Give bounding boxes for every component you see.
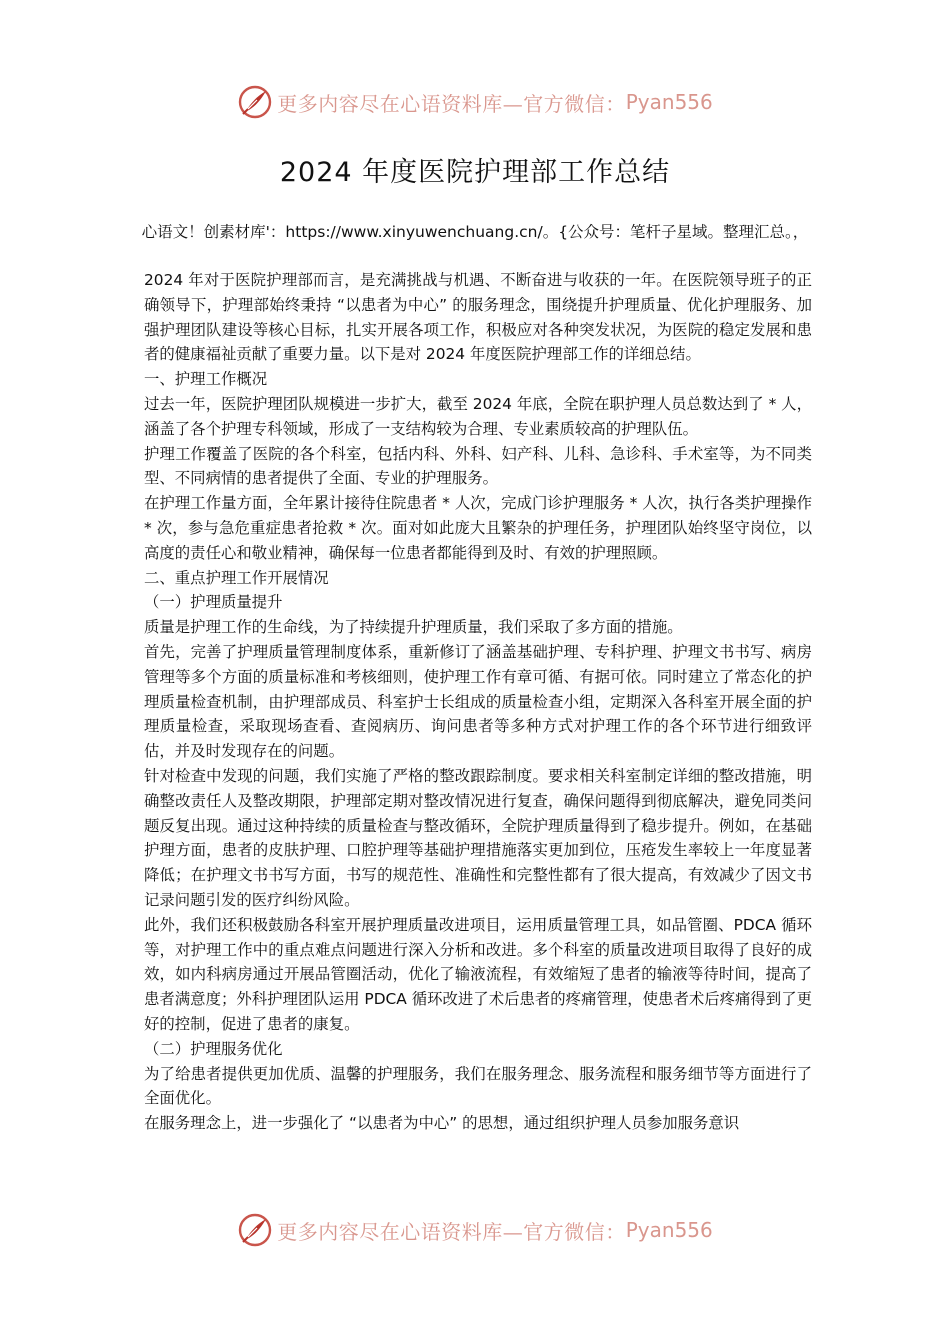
document-title: 2024 年度医院护理部工作总结	[279, 157, 671, 188]
section-heading: 二、重点护理工作开展情况	[144, 568, 329, 587]
body-paragraph: 针对检查中发现的问题，我们实施了严格的整改跟踪制度。要求相关科室制定详细的整改措施，明确整改责任人及整改期限，护理部定期对整改情况进行复查，确保问题得到彻底解决，避免同类问题反复出现。通过这种持续的质量检查与整改循环，全院护理质量得到了稳步提升。例如，在基础护理方面，患者的皮肤护理、口腔护理等基础护理措施落实更加到位，压疮发生率较上一年度显著降低；在护理文书书写方面，书写的规范性、准确性和完整性都有了很大提高，有效减少了因文书记录问题引发的医疗纠纷风险。	[144, 766, 812, 909]
source-line: 心语文！创素材库'：https://www.xinyuwenchuang.cn/。{公众号：笔杆子星域。整理汇总。，	[141, 223, 809, 241]
body-paragraph: 在服务理念上，进一步强化了 “以患者为中心” 的思想，通过组织护理人员参加服务意识	[144, 1114, 740, 1133]
footer-banner	[0, 1208, 950, 1252]
quill-logo-icon	[237, 84, 273, 120]
section-heading: 一、护理工作概况	[144, 370, 268, 389]
document-body	[144, 268, 812, 1136]
body-paragraph: 为了给患者提供更加优质、温馨的护理服务，我们在服务理念、服务流程和服务细节等方面进行了全面优化。	[144, 1064, 812, 1108]
body-paragraph: 在护理工作量方面，全年累计接待住院患者 * 人次，完成门诊护理服务 * 人次，执行各类护理操作 * 次，参与急危重症患者抢救 * 次。面对如此庞大且繁杂的护理任务，护理团队始终坚守岗位，以高度的责任心和敬业精神，确保每一位患者都能得到及时、有效的护理照顾。	[144, 494, 812, 562]
banner-wechat-id: Pyan556	[625, 90, 713, 114]
quill-logo-icon	[237, 1212, 273, 1248]
header-banner	[0, 80, 950, 124]
body-paragraph: 此外，我们还积极鼓励各科室开展护理质量改进项目，运用质量管理工具，如品管圈、PDCA 循环等，对护理工作中的重点难点问题进行深入分析和改进。多个科室的质量改进项目取得了良好的成效，如内科病房通过开展品管圈活动，优化了输液流程，有效缩短了患者的输液等待时间，提高了患者满意度；外科护理团队运用 PDCA 循环改进了术后患者的疼痛管理，使患者术后疼痛得到了更好的控制，促进了患者的康复。	[144, 915, 812, 1033]
banner-text: 更多内容尽在心语资料库—官方微信：	[277, 1219, 626, 1244]
banner-text: 更多内容尽在心语资料库—官方微信：	[277, 91, 626, 116]
body-paragraph: 护理工作覆盖了医院的各个科室，包括内科、外科、妇产科、儿科、急诊科、手术室等，为不同类型、不同病情的患者提供了全面、专业的护理服务。	[144, 444, 812, 488]
body-paragraph: 首先，完善了护理质量管理制度体系，重新修订了涵盖基础护理、专科护理、护理文书书写、病房管理等多个方面的质量标准和考核细则，使护理工作有章可循、有据可依。同时建立了常态化的护理质量检查机制，由护理部成员、科室护士长组成的质量检查小组，定期深入各科室开展全面的护理质量检查，采取现场查看、查阅病历、询问患者等多种方式对护理工作的各个环节进行细致评估，并及时发现存在的问题。	[144, 642, 812, 761]
body-paragraph: 过去一年，医院护理团队规模进一步扩大，截至 2024 年底，全院在职护理人员总数达到了 * 人，涵盖了各个护理专科领域，形成了一支结构较为合理、专业素质较高的护理队伍。	[144, 394, 812, 438]
intro-paragraph: 2024 年对于医院护理部而言，是充满挑战与机遇、不断奋进与收获的一年。在医院领导班子的正确领导下，护理部始终秉持 “以患者为中心” 的服务理念，围绕提升护理质量、优化护理服务、加强护理团队建设等核心目标，扎实开展各项工作，积极应对各种突发状况，为医院的稳定发展和患者的健康福祉贡献了重要力量。以下是对 2024 年度医院护理部工作的详细总结。	[144, 271, 812, 364]
subsection-heading: （一）护理质量提升	[144, 593, 283, 612]
subsection-heading: （二）护理服务优化	[144, 1039, 283, 1058]
body-paragraph: 质量是护理工作的生命线，为了持续提升护理质量，我们采取了多方面的措施。	[144, 618, 683, 637]
banner-wechat-id: Pyan556	[625, 1218, 713, 1242]
